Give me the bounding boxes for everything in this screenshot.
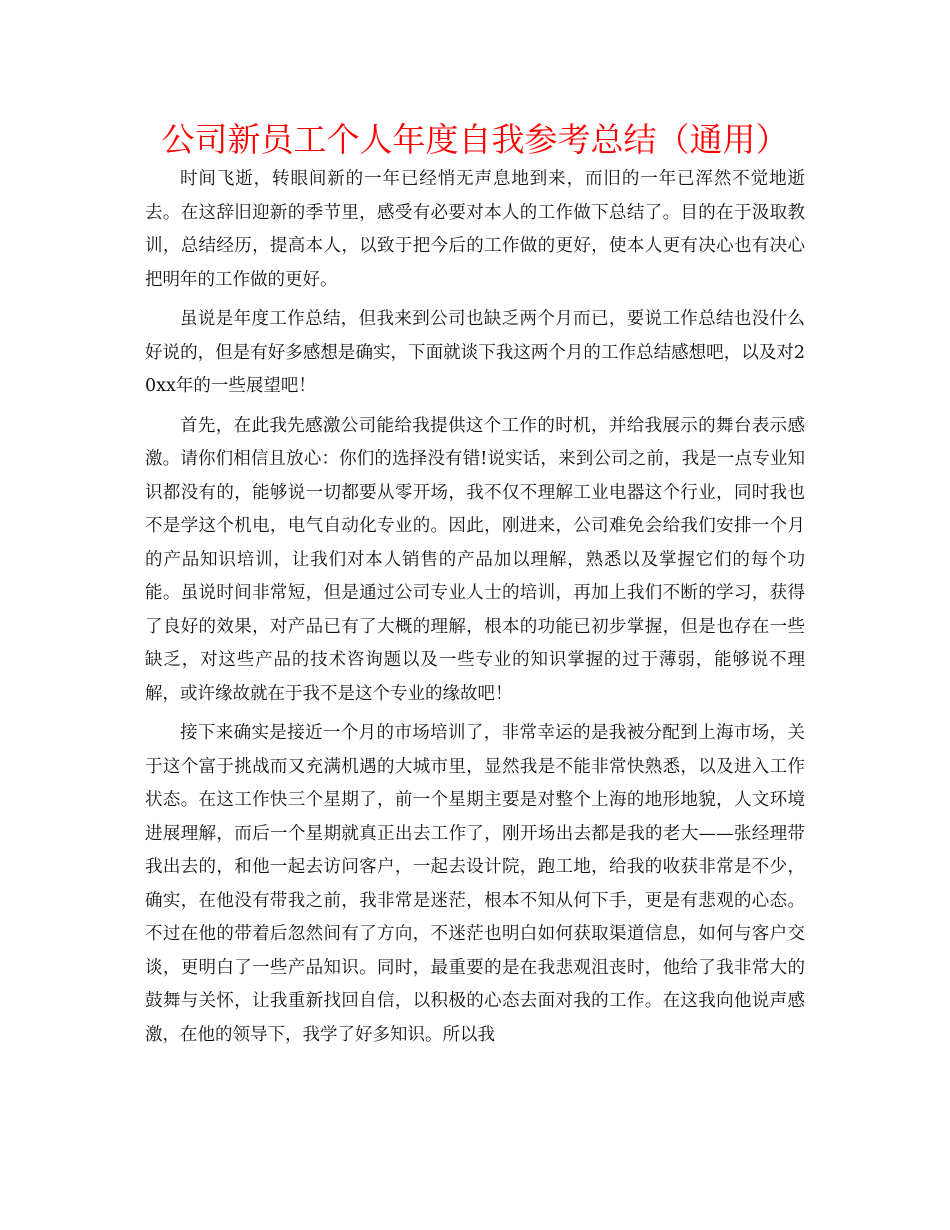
- document-title: 公司新员工个人年度自我参考总结（通用）: [161, 120, 789, 159]
- paragraph-4: 接下来确实是接近一个月的市场培训了，非常幸运的是我被分配到上海市场，关于这个富于挑战而又充满机遇的大城市里，显然我是不能非常快熟悉，以及进入工作状态。在这工作快三个星期了，前一个星期主要是对整个上海的地形地貌，人文环境进展理解，而后一个星期就真正出去工作了，刚开场出去都是我的老大——张经理带我出去的，和他一起去访问客户，一起去设计院，跑工地，给我的收获非常是不少，确实，在他没有带我之前，我非常是迷茫，根本不知从何下手，更是有悲观的心态。不过在他的带着后忽然间有了方向，不迷茫也明白如何获取渠道信息，如何与客户交谈，更明白了一些产品知识。同时，最重要的是在我悲观沮丧时，他给了我非常大的鼓舞与关怀，让我重新找回自信，以积极的心态去面对我的工作。在这我向他说声感激，在他的领导下，我学了好多知识。所以我: [145, 723, 805, 1045]
- paragraph-2: 虽说是年度工作总结，但我来到公司也缺乏两个月而已，要说工作总结也没什么好说的，但是有好多感想是确实，下面就谈下我这两个月的工作总结感想吧，以及对20xx年的一些展望吧！: [145, 309, 805, 396]
- paragraph-1: 时间飞逝，转眼间新的一年已经悄无声息地到来，而旧的一年已浑然不觉地逝去。在这辞旧迎新的季节里，感受有必要对本人的工作做下总结了。目的在于汲取教训，总结经历，提高本人，以致于把今后的工作做的更好，使本人更有决心也有决心把明年的工作做的更好。: [145, 169, 805, 290]
- document-body: [145, 163, 805, 1058]
- paragraph-3: 首先，在此我先感激公司能给我提供这个工作的时机，并给我展示的舞台表示感激。请你们相信且放心：你们的选择没有错!说实话，来到公司之前，我是一点专业知识都没有的，能够说一切都要从零开场，我不仅不理解工业电器这个行业，同时我也不是学这个机电，电气自动化专业的。因此，刚进来，公司难免会给我们安排一个月的产品知识培训，让我们对本人销售的产品加以理解，熟悉以及掌握它们的每个功能。虽说时间非常短，但是通过公司专业人士的培训，再加上我们不断的学习，获得了良好的效果，对产品已有了大概的理解，根本的功能已初步掌握，但是也存在一些缺乏，对这些产品的技术咨询题以及一些专业的知识掌握的过于薄弱，能够说不理解，或许缘故就在于我不是这个专业的缘故吧！: [145, 415, 805, 704]
